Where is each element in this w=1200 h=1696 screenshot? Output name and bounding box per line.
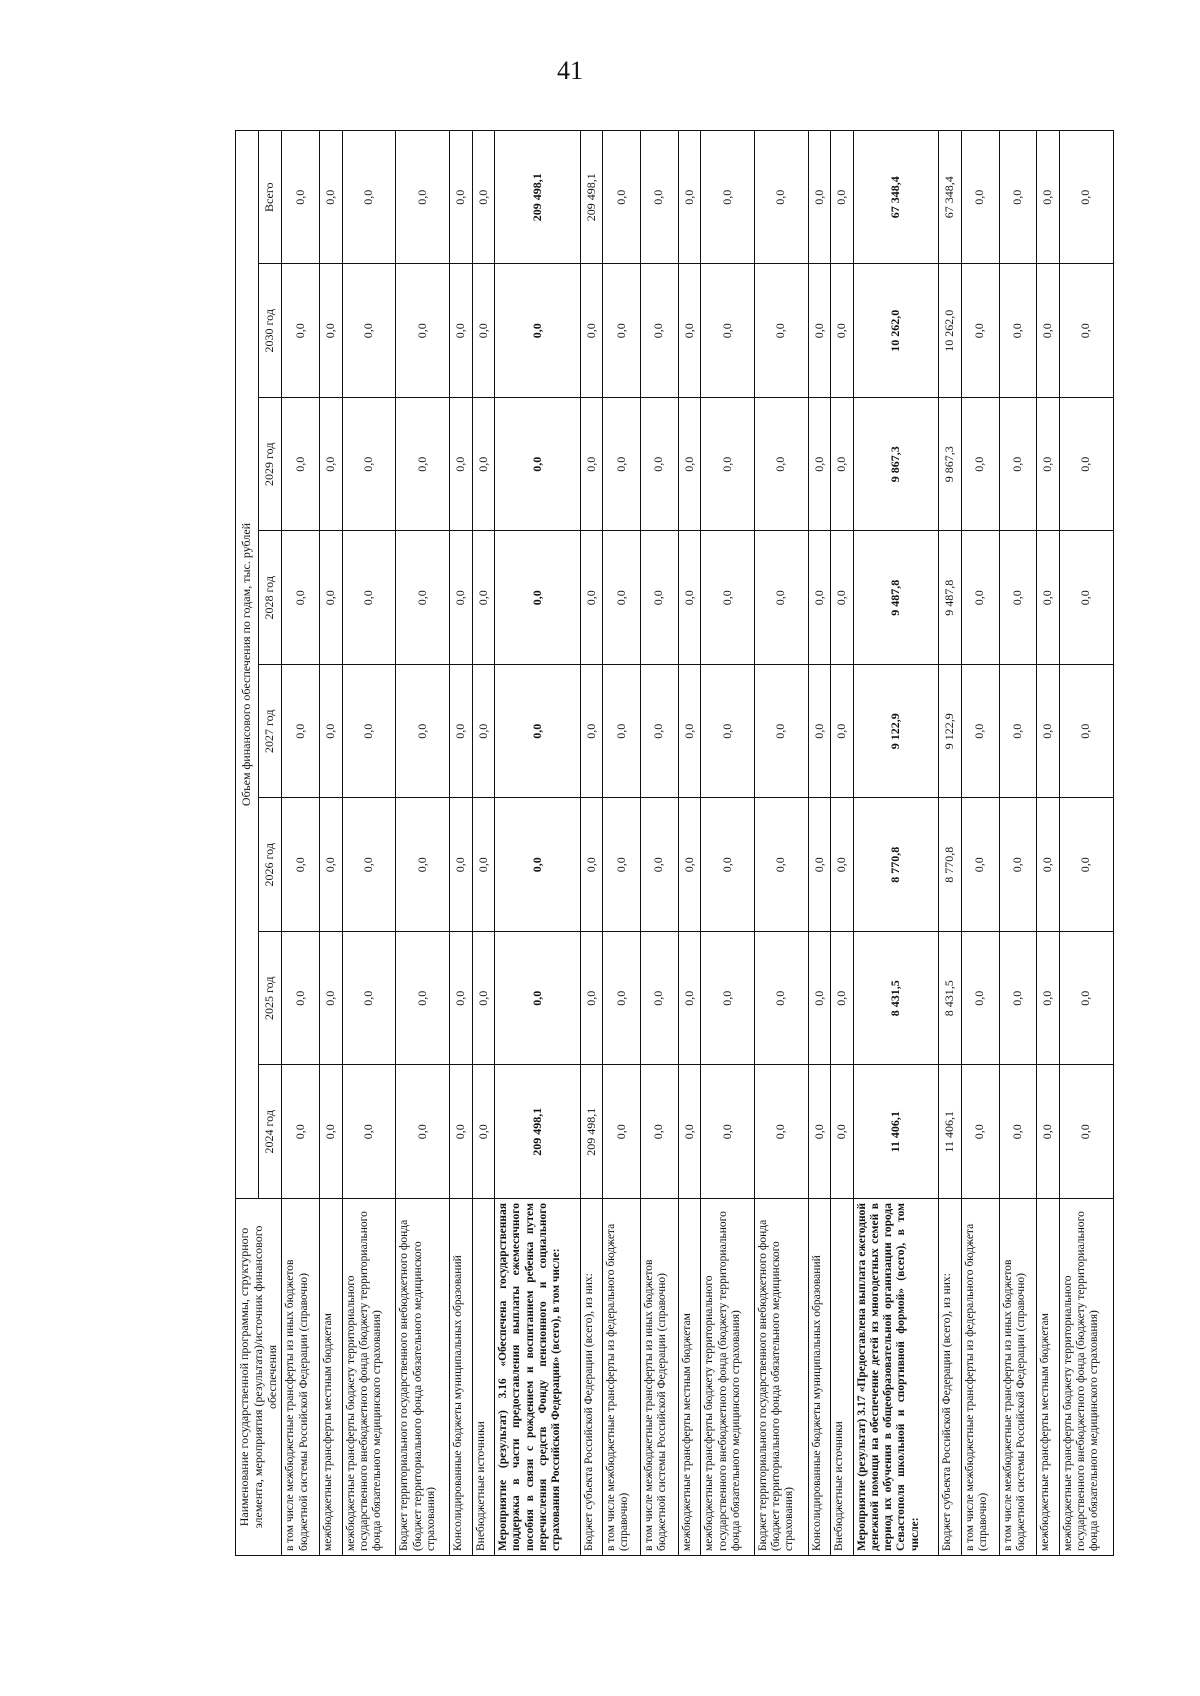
row-total-value: 0,0 [603, 130, 641, 264]
row-year-value: 0,0 [961, 531, 999, 665]
row-year-value: 0,0 [396, 398, 450, 532]
row-year-value: 0,0 [450, 264, 473, 398]
row-total-value: 0,0 [678, 130, 701, 264]
row-year-value: 0,0 [754, 398, 808, 532]
row-year-value: 9 487,8 [853, 531, 938, 665]
header-volume-group: Объем финансового обеспечения по годам, тыс. рублей [236, 130, 259, 1198]
row-year-value: 0,0 [603, 798, 641, 932]
row-total-value: 0,0 [999, 130, 1037, 264]
page-number: 41 [557, 56, 583, 85]
row-year-value: 0,0 [282, 798, 320, 932]
row-year-value: 9 867,3 [939, 398, 962, 532]
row-label: межбюджетные трансферты местным бюджетам [320, 1199, 343, 1556]
row-year-value: 0,0 [808, 798, 831, 932]
table-row [396, 130, 450, 1555]
row-year-value: 0,0 [396, 531, 450, 665]
row-year-value: 10 262,0 [853, 264, 938, 398]
row-year-value: 0,0 [282, 264, 320, 398]
table-row [603, 130, 641, 1555]
row-year-value: 0,0 [320, 665, 343, 799]
row-total-value: 67 348,4 [939, 130, 962, 264]
row-year-value: 0,0 [961, 932, 999, 1066]
row-year-value: 0,0 [282, 665, 320, 799]
row-year-value: 0,0 [342, 798, 396, 932]
row-year-value: 0,0 [701, 798, 755, 932]
row-year-value: 0,0 [831, 531, 854, 665]
row-year-value: 0,0 [678, 1065, 701, 1199]
row-year-value: 0,0 [701, 531, 755, 665]
row-year-value: 0,0 [342, 932, 396, 1066]
row-year-value: 0,0 [701, 398, 755, 532]
row-year-value: 10 262,0 [939, 264, 962, 398]
row-label: Консолидированные бюджеты муниципальных образований [450, 1199, 473, 1556]
row-year-value: 0,0 [678, 665, 701, 799]
row-year-value: 0,0 [999, 932, 1037, 1066]
header-year: 2027 год [259, 665, 282, 799]
row-year-value: 0,0 [472, 264, 495, 398]
table-row [450, 130, 473, 1555]
table-row [701, 130, 755, 1555]
row-total-value: 0,0 [282, 130, 320, 264]
table-row [282, 130, 320, 1555]
table-row [320, 130, 343, 1555]
row-year-value: 0,0 [999, 531, 1037, 665]
row-year-value: 11 406,1 [853, 1065, 938, 1199]
row-year-value: 209 498,1 [495, 1065, 580, 1199]
table-row [1037, 130, 1060, 1555]
row-year-value: 0,0 [603, 1065, 641, 1199]
row-year-value: 8 431,5 [939, 932, 962, 1066]
row-year-value: 0,0 [1037, 531, 1060, 665]
row-total-value: 0,0 [396, 130, 450, 264]
row-year-value: 0,0 [640, 398, 678, 532]
row-label: Бюджет субъекта Российской Федерации (всего), из них: [580, 1199, 603, 1556]
row-year-value: 0,0 [472, 665, 495, 799]
row-year-value: 0,0 [640, 531, 678, 665]
row-year-value: 8 431,5 [853, 932, 938, 1066]
row-year-value: 0,0 [580, 398, 603, 532]
row-year-value: 9 867,3 [853, 398, 938, 532]
row-year-value: 0,0 [831, 1065, 854, 1199]
row-year-value: 0,0 [396, 932, 450, 1066]
row-year-value: 209 498,1 [580, 1065, 603, 1199]
row-year-value: 0,0 [961, 665, 999, 799]
row-year-value: 0,0 [282, 932, 320, 1066]
row-year-value: 11 406,1 [939, 1065, 962, 1199]
table-row [1059, 130, 1113, 1555]
row-year-value: 0,0 [999, 264, 1037, 398]
row-year-value: 0,0 [999, 665, 1037, 799]
financing-table [235, 130, 1114, 1556]
row-label: Бюджет территориального государственного внебюджетного фонда (бюджет территориального фонда обязательного медицинского страхования) [754, 1199, 808, 1556]
row-year-value: 0,0 [603, 398, 641, 532]
row-year-value: 0,0 [808, 665, 831, 799]
row-year-value: 0,0 [831, 665, 854, 799]
row-year-value: 0,0 [580, 264, 603, 398]
row-year-value: 0,0 [450, 798, 473, 932]
row-year-value: 0,0 [999, 798, 1037, 932]
table-row [580, 130, 603, 1555]
row-year-value: 0,0 [754, 1065, 808, 1199]
row-year-value: 0,0 [396, 1065, 450, 1199]
row-year-value: 0,0 [1037, 1065, 1060, 1199]
row-year-value: 0,0 [640, 1065, 678, 1199]
row-total-value: 0,0 [1059, 130, 1113, 264]
row-total-value: 0,0 [831, 130, 854, 264]
row-year-value: 0,0 [320, 932, 343, 1066]
row-year-value: 0,0 [603, 665, 641, 799]
table-row [808, 130, 831, 1555]
row-year-value: 0,0 [1059, 798, 1113, 932]
row-year-value: 0,0 [282, 1065, 320, 1199]
table-row [472, 130, 495, 1555]
row-year-value: 0,0 [320, 398, 343, 532]
row-year-value: 9 487,8 [939, 531, 962, 665]
row-year-value: 0,0 [495, 531, 580, 665]
row-year-value: 0,0 [808, 264, 831, 398]
row-total-value: 0,0 [320, 130, 343, 264]
header-total: Всего [259, 130, 282, 264]
row-year-value: 0,0 [831, 264, 854, 398]
row-year-value: 0,0 [450, 398, 473, 532]
row-year-value: 0,0 [450, 665, 473, 799]
row-year-value: 9 122,9 [853, 665, 938, 799]
row-year-value: 0,0 [472, 932, 495, 1066]
row-year-value: 0,0 [1059, 264, 1113, 398]
row-year-value: 0,0 [450, 932, 473, 1066]
row-label: в том числе межбюджетные трансферты из иных бюджетов бюджетной системы Российской Федерации (справочно) [640, 1199, 678, 1556]
row-year-value: 0,0 [999, 1065, 1037, 1199]
table-row [754, 130, 808, 1555]
row-year-value: 0,0 [701, 264, 755, 398]
row-label: Консолидированные бюджеты муниципальных образований [808, 1199, 831, 1556]
table-row [678, 130, 701, 1555]
row-year-value: 0,0 [701, 1065, 755, 1199]
row-year-value: 0,0 [580, 932, 603, 1066]
header-year: 2024 год [259, 1065, 282, 1199]
row-total-value: 0,0 [640, 130, 678, 264]
header-year: 2028 год [259, 531, 282, 665]
row-year-value: 0,0 [754, 264, 808, 398]
row-year-value: 0,0 [495, 398, 580, 532]
row-year-value: 0,0 [640, 264, 678, 398]
row-year-value: 0,0 [1037, 932, 1060, 1066]
row-total-value: 209 498,1 [580, 130, 603, 264]
row-year-value: 0,0 [831, 398, 854, 532]
row-year-value: 0,0 [678, 531, 701, 665]
row-year-value: 0,0 [961, 1065, 999, 1199]
header-year: 2026 год [259, 798, 282, 932]
row-total-value: 0,0 [961, 130, 999, 264]
row-year-value: 0,0 [701, 665, 755, 799]
row-label: межбюджетные трансферты бюджету территориального государственного внебюджетного фонда (бюджету территориального фонда обязательного медицинского страхования) [342, 1199, 396, 1556]
row-year-value: 0,0 [320, 264, 343, 398]
row-year-value: 0,0 [396, 798, 450, 932]
row-label: Мероприятие (результат) 3.16 «Обеспечена государственная поддержка в части предоставления выплаты ежемесячного пособия в связи с рождением и воспитанием ребенка путем перечисления средств Фонду пенсионного и социального страхования Российской Федерации» (всего), в том числе: [495, 1199, 580, 1556]
row-label: Внебюджетные источники [472, 1199, 495, 1556]
row-label: в том числе межбюджетные трансферты из иных бюджетов бюджетной системы Российской Федерации (справочно) [999, 1199, 1037, 1556]
row-year-value: 0,0 [754, 932, 808, 1066]
row-year-value: 0,0 [603, 531, 641, 665]
row-year-value: 0,0 [754, 798, 808, 932]
row-year-value: 0,0 [678, 398, 701, 532]
row-total-value: 0,0 [472, 130, 495, 264]
row-year-value: 8 770,8 [939, 798, 962, 932]
row-year-value: 0,0 [1037, 798, 1060, 932]
row-year-value: 0,0 [282, 531, 320, 665]
header-year: 2029 год [259, 398, 282, 532]
row-year-value: 0,0 [342, 264, 396, 398]
row-total-value: 0,0 [342, 130, 396, 264]
row-year-value: 0,0 [1059, 932, 1113, 1066]
row-year-value: 0,0 [580, 798, 603, 932]
row-year-value: 0,0 [472, 798, 495, 932]
row-year-value: 0,0 [450, 531, 473, 665]
row-year-value: 0,0 [701, 932, 755, 1066]
row-year-value: 0,0 [320, 531, 343, 665]
row-total-value: 0,0 [701, 130, 755, 264]
row-year-value: 0,0 [495, 665, 580, 799]
row-year-value: 0,0 [961, 264, 999, 398]
row-year-value: 0,0 [342, 531, 396, 665]
header-year: 2025 год [259, 932, 282, 1066]
row-year-value: 0,0 [1059, 665, 1113, 799]
row-label: в том числе межбюджетные трансферты из федерального бюджета (справочно) [961, 1199, 999, 1556]
row-year-value: 0,0 [961, 398, 999, 532]
row-year-value: 0,0 [808, 531, 831, 665]
row-year-value: 0,0 [754, 665, 808, 799]
row-year-value: 0,0 [320, 798, 343, 932]
row-year-value: 0,0 [495, 798, 580, 932]
row-year-value: 0,0 [808, 398, 831, 532]
header-year: 2030 год [259, 264, 282, 398]
header-name-column: Наименование государственной программы, структурного элемента, мероприятия (результата)/источник финансового обеспечения [236, 1199, 282, 1556]
row-year-value: 0,0 [754, 531, 808, 665]
row-label: межбюджетные трансферты местным бюджетам [678, 1199, 701, 1556]
row-year-value: 0,0 [961, 798, 999, 932]
row-year-value: 0,0 [808, 1065, 831, 1199]
row-year-value: 0,0 [640, 665, 678, 799]
table-row [939, 130, 962, 1555]
table-row [640, 130, 678, 1555]
row-year-value: 0,0 [603, 264, 641, 398]
row-year-value: 0,0 [1059, 531, 1113, 665]
table-body [282, 130, 1113, 1555]
row-year-value: 8 770,8 [853, 798, 938, 932]
row-year-value: 0,0 [342, 1065, 396, 1199]
row-year-value: 0,0 [396, 264, 450, 398]
row-year-value: 0,0 [640, 932, 678, 1066]
row-year-value: 0,0 [342, 665, 396, 799]
row-year-value: 0,0 [678, 798, 701, 932]
row-year-value: 0,0 [495, 932, 580, 1066]
row-year-value: 0,0 [999, 398, 1037, 532]
row-total-value: 0,0 [754, 130, 808, 264]
table-row [999, 130, 1037, 1555]
row-year-value: 0,0 [808, 932, 831, 1066]
row-year-value: 0,0 [580, 531, 603, 665]
row-total-value: 0,0 [808, 130, 831, 264]
row-total-value: 0,0 [1037, 130, 1060, 264]
row-year-value: 0,0 [1037, 398, 1060, 532]
row-label: межбюджетные трансферты местным бюджетам [1037, 1199, 1060, 1556]
row-label: в том числе межбюджетные трансферты из федерального бюджета (справочно) [603, 1199, 641, 1556]
row-year-value: 0,0 [450, 1065, 473, 1199]
row-year-value: 0,0 [472, 1065, 495, 1199]
row-year-value: 0,0 [396, 665, 450, 799]
row-year-value: 0,0 [580, 665, 603, 799]
row-total-value: 0,0 [450, 130, 473, 264]
row-year-value: 0,0 [320, 1065, 343, 1199]
table-row [342, 130, 396, 1555]
row-year-value: 0,0 [282, 398, 320, 532]
rotated-table-container [235, 131, 1105, 1556]
row-year-value: 0,0 [342, 398, 396, 532]
row-label: Внебюджетные источники [831, 1199, 854, 1556]
row-year-value: 0,0 [678, 264, 701, 398]
row-year-value: 0,0 [603, 932, 641, 1066]
table-row [831, 130, 854, 1555]
row-label: межбюджетные трансферты бюджету территориального государственного внебюджетного фонда (бюджету территориального фонда обязательного медицинского страхования) [1059, 1199, 1113, 1556]
table-row [961, 130, 999, 1555]
row-total-value: 67 348,4 [853, 130, 938, 264]
row-year-value: 0,0 [472, 398, 495, 532]
row-year-value: 0,0 [678, 932, 701, 1066]
row-year-value: 0,0 [640, 798, 678, 932]
table-row [495, 130, 580, 1555]
row-year-value: 0,0 [1059, 398, 1113, 532]
row-year-value: 0,0 [495, 264, 580, 398]
table-row [853, 130, 938, 1555]
row-year-value: 0,0 [1037, 665, 1060, 799]
row-year-value: 9 122,9 [939, 665, 962, 799]
row-label: в том числе межбюджетные трансферты из иных бюджетов бюджетной системы Российской Федерации (справочно) [282, 1199, 320, 1556]
row-label: межбюджетные трансферты бюджету территориального государственного внебюджетного фонда (бюджету территориального фонда обязательного медицинского страхования) [701, 1199, 755, 1556]
header-row-group [236, 130, 259, 1555]
row-label: Мероприятие (результат) 3.17 «Предоставлена выплата ежегодной денежной помощи на обеспечение детей из многодетных семей в период их обучения в общеобразовательной организации города Севастополя школьной и спортивной формой» (всего), в том числе: [853, 1199, 938, 1556]
row-label: Бюджет субъекта Российской Федерации (всего), из них: [939, 1199, 962, 1556]
row-total-value: 209 498,1 [495, 130, 580, 264]
row-year-value: 0,0 [831, 932, 854, 1066]
row-year-value: 0,0 [1059, 1065, 1113, 1199]
row-year-value: 0,0 [472, 531, 495, 665]
row-year-value: 0,0 [1037, 264, 1060, 398]
row-label: Бюджет территориального государственного внебюджетного фонда (бюджет территориального фонда обязательного медицинского страхования) [396, 1199, 450, 1556]
row-year-value: 0,0 [831, 798, 854, 932]
